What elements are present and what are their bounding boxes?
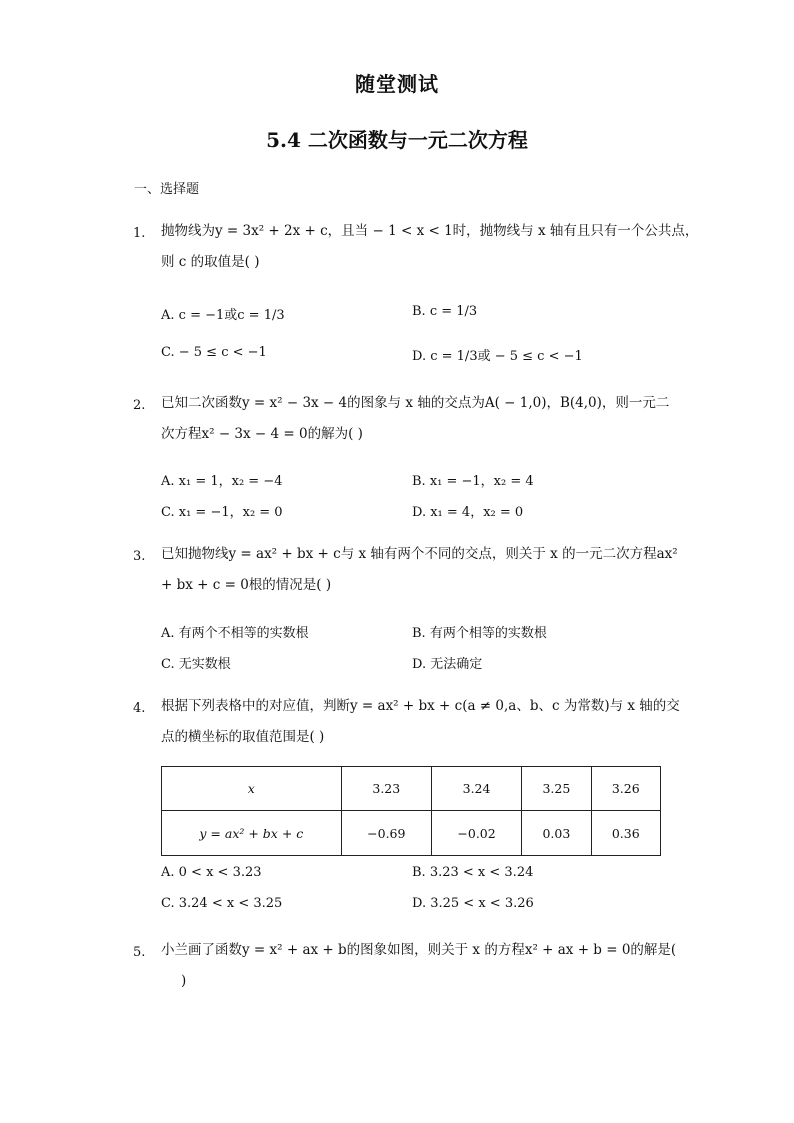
question-1-option-a: A. c = −1或c = 1/3 [161, 308, 285, 323]
question-3-option-b: B. 有两个相等的实数根 [412, 626, 547, 641]
question-4-option-a: A. 0 < x < 3.23 [161, 865, 262, 880]
table-cell: 3.23 [341, 767, 431, 811]
question-3-option-c: C. 无实数根 [161, 657, 231, 672]
page-subtitle: 5.4 二次函数与一元二次方程 [266, 128, 528, 152]
question-2-option-a: A. x₁ = 1，x₂ = −4 [161, 474, 283, 489]
table-cell: 0.36 [591, 811, 660, 856]
question-4-option-c: C. 3.24 < x < 3.25 [161, 896, 283, 911]
question-1-option-c: C. − 5 ≤ c < −1 [161, 345, 267, 360]
question-4-text-line2: 点的横坐标的取值范围是( ) [161, 729, 325, 745]
question-4-option-d: D. 3.25 < x < 3.26 [412, 896, 534, 911]
question-5-text-line1: 小兰画了函数y = x² + ax + b的图象如图，则关于 x 的方程x² + ax + b = 0的解是( [161, 942, 677, 958]
table-cell: −0.69 [341, 811, 431, 856]
question-3-option-d: D. 无法确定 [412, 657, 483, 672]
question-1-option-d: D. c = 1/3或 − 5 ≤ c < −1 [412, 349, 583, 364]
question-3-number: 3. [133, 549, 146, 564]
table-cell: −0.02 [431, 811, 521, 856]
table-cell: 3.26 [591, 767, 660, 811]
question-2-text-line1: 已知二次函数y = x² − 3x − 4的图象与 x 轴的交点为A( − 1,0)，B(4,0)，则一元二 [161, 395, 670, 411]
question-2-option-d: D. x₁ = 4，x₂ = 0 [412, 505, 524, 520]
question-5-number: 5. [133, 945, 146, 960]
page-title: 随堂测试 [355, 72, 439, 96]
question-1-number: 1. [133, 226, 146, 241]
question-4-number: 4. [133, 701, 146, 716]
question-5-text-line2: ) [181, 973, 187, 989]
table-cell: x [162, 767, 342, 811]
question-3-text-line1: 已知抛物线y = ax² + bx + c与 x 轴有两个不同的交点，则关于 x 的一元二次方程ax² [161, 546, 678, 562]
question-4-option-b: B. 3.23 < x < 3.24 [412, 865, 534, 880]
table-row [162, 811, 661, 856]
question-1-text-line1: 抛物线为y = 3x² + 2x + c，且当 − 1 < x < 1时，抛物线与 x 轴有且只有一个公共点， [161, 223, 699, 239]
table-cell: y = ax² + bx + c [162, 811, 342, 856]
question-2-option-b: B. x₁ = −1，x₂ = 4 [412, 474, 534, 489]
table-cell: 3.25 [522, 767, 591, 811]
question-3-text-line2: + bx + c = 0根的情况是( ) [161, 577, 332, 593]
question-2-text-line2: 次方程x² − 3x − 4 = 0的解为( ) [161, 426, 363, 442]
table-cell: 3.24 [431, 767, 521, 811]
table-cell: 0.03 [522, 811, 591, 856]
question-1-option-b: B. c = 1/3 [412, 304, 478, 319]
question-2-number: 2. [133, 398, 146, 413]
question-3-option-a: A. 有两个不相等的实数根 [161, 626, 309, 641]
section-heading: 一、选择题 [134, 182, 200, 197]
question-2-option-c: C. x₁ = −1，x₂ = 0 [161, 505, 283, 520]
value-table [161, 766, 661, 856]
question-4-text-line1: 根据下列表格中的对应值，判断y = ax² + bx + c(a ≠ 0,a、b、c 为常数)与 x 轴的交 [161, 698, 680, 714]
table-row [162, 767, 661, 811]
question-1-text-line2: 则 c 的取值是( ) [161, 254, 260, 270]
